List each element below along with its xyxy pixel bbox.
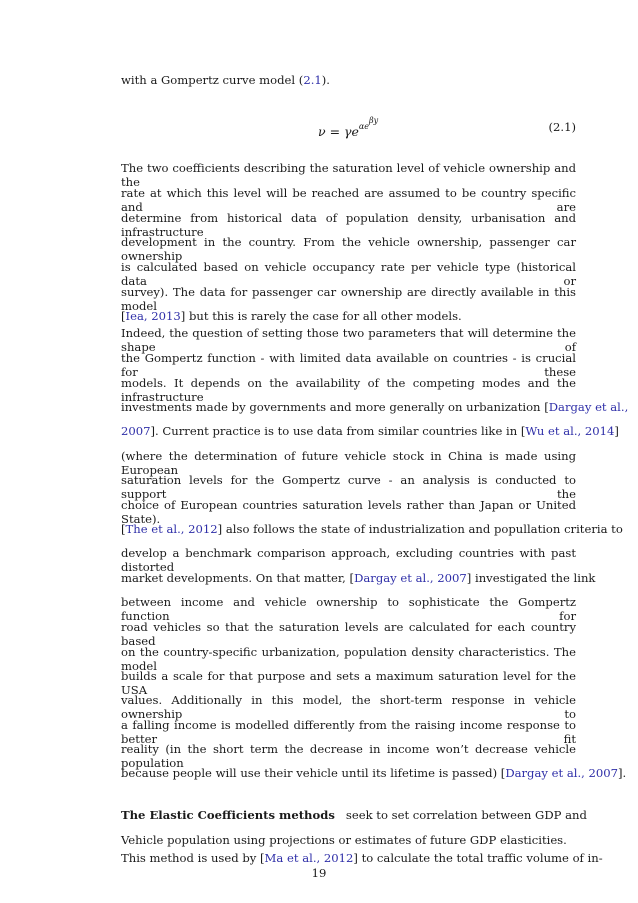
citation-wu-2014[interactable]: Wu et al., 2014	[525, 424, 615, 438]
p2-line-13: road vehicles so that the saturation levels are calculated for each country based	[121, 620, 576, 648]
p2-line-17: a falling income is modelled differently from the raising income response to better fit	[121, 718, 576, 746]
p1-line-5: is calculated based on vehicle occupancy rate per vehicle type (historical data or	[121, 260, 576, 288]
p2-line-5: 2007]. Current practice is to use data from similar countries like in [Wu et al., 2014]	[121, 424, 619, 438]
citation-the-2012[interactable]: The et al., 2012	[125, 522, 218, 536]
p4-line-1: This method is used by [Ma et al., 2012] to calculate the total traffic volume of in-	[121, 851, 603, 865]
p2-line-3: models. It depends on the availability of the competing modes and the infrastructure	[121, 376, 576, 404]
gompertz-equation	[318, 116, 379, 139]
p1-line-2: rate at which this level will be reached are assumed to be country specific and are	[121, 186, 576, 214]
p2-line-2: the Gompertz function - with limited data available on countries - is crucial for these	[121, 351, 576, 379]
p3-line-2: Vehicle population using projections or estimates of future GDP elasticities.	[121, 833, 567, 847]
intro-text: with a Gompertz curve model (	[121, 73, 304, 87]
p2-line-15: builds a scale for that purpose and sets a maximum saturation level for the USA	[121, 669, 576, 697]
citation-dargay-2007[interactable]: Dargay et al.,	[548, 400, 629, 414]
p1-line-7: [Iea, 2013] but this is rarely the case for all other models.	[121, 309, 462, 323]
p3-line-1: The Elastic Coefficients methods seek to set correlation between GDP and	[121, 808, 587, 822]
section-heading-elastic: The Elastic Coefficients methods	[121, 808, 335, 822]
p2-line-1: Indeed, the question of setting those two parameters that will determine the shape of	[121, 326, 576, 354]
citation-dargay-2007-b[interactable]: Dargay et al., 2007	[354, 571, 467, 585]
p2-line-19: because people will use their vehicle until its lifetime is passed) [Dargay et al., 2007].	[121, 766, 627, 780]
citation-iea-2013[interactable]: Iea, 2013	[125, 309, 181, 323]
p2-line-16: values. Additionally in this model, the short-term response in vehicle ownership to	[121, 693, 576, 721]
equation-exponent: αe	[358, 121, 370, 131]
p1-line-1: The two coefficients describing the saturation level of vehicle ownership and the	[121, 161, 576, 189]
p2-line-18: reality (in the short term the decrease in income won’t decrease vehicle population	[121, 742, 576, 770]
p2-line-14: on the country-specific urbanization, population density characteristics. The model	[121, 645, 576, 673]
citation-ma-2012[interactable]: Ma et al., 2012	[264, 851, 354, 865]
p2-line-10: develop a benchmark comparison approach, excluding countries with past distorted	[121, 546, 576, 574]
equation-exponent-inner: βy	[369, 116, 379, 125]
citation-dargay-2007-year[interactable]: 2007	[121, 424, 151, 438]
p2-line-7: saturation levels for the Gompertz curve - an analysis is conducted to support the	[121, 473, 576, 501]
p1-line-4: development in the country. From the vehicle ownership, passenger car ownership	[121, 235, 576, 263]
p2-line-9: [The et al., 2012] also follows the state of industrialization and popullation criteria to	[121, 522, 623, 536]
citation-dargay-2007-c[interactable]: Dargay et al., 2007	[505, 766, 619, 780]
page-number: 19	[311, 866, 327, 880]
p2-line-11: market developments. On that matter, [Dargay et al., 2007] investigated the link	[121, 571, 596, 585]
equation-lhs: ν = γe	[318, 123, 359, 139]
equation-ref-link[interactable]: 2.1	[303, 73, 322, 87]
p2-line-8: choice of European countries saturation levels rather than Japan or United State).	[121, 498, 576, 526]
p2-line-12: between income and vehicle ownership to sophisticate the Gompertz function for	[121, 595, 576, 623]
p2-line-6: (where the determination of future vehicle stock in China is made using European	[121, 449, 576, 477]
intro-line	[121, 73, 576, 87]
p1-line-6: survey). The data for passenger car ownership are directly available in this model	[121, 285, 576, 313]
intro-text-end: ).	[321, 73, 330, 87]
equation-number: (2.1)	[548, 120, 576, 134]
p1-line-3: determine from historical data of population density, urbanisation and infrastructure	[121, 211, 576, 239]
p2-line-4: investments made by governments and more generally on urbanization [Dargay et al.,	[121, 400, 629, 414]
